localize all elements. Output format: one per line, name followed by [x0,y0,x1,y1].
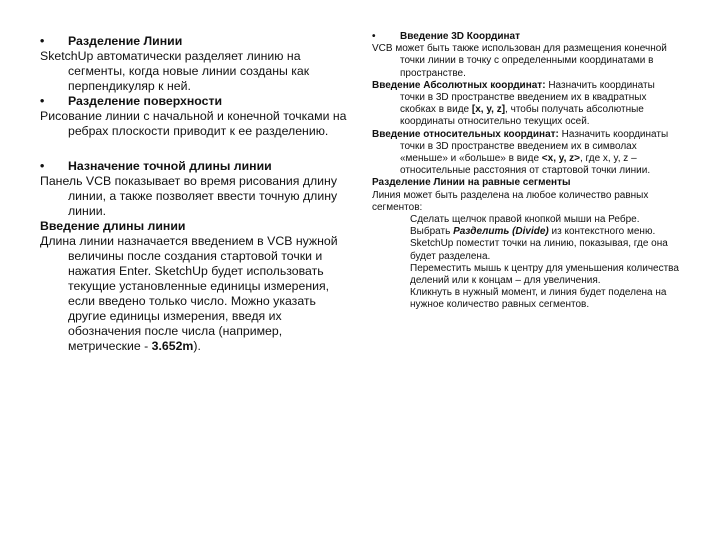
para-absolute-coordinates: Введение Абсолютных координат: Назначить координаты точки в 3D пространстве введением их в квадратных скобках в виде [x, y, z], чтобы получать абсолютные координаты относительно текущих осей. [372,79,655,128]
para-exact-length: Панель VCB показывает во время рисования длину линии, а также позволяет ввести точную длину линии. [40,174,338,218]
para-equal-segments: Линия может быть разделена на любое количество равных сегментов: [372,189,649,213]
para-surface-division: Рисование линии с начальной и конечной точками на ребрах плоскости приводит к ее разделению. [40,109,347,138]
para-line-division: SketchUp автоматически разделяет линию на сегменты, когда новые линии созданы как перпендикуляр к ней. [40,49,310,93]
right-column [372,31,680,312]
heading-line-division: • Разделение Линии [40,34,183,48]
list-item: Выбрать Разделить (Divide) из контекстного меню. [410,226,656,238]
list-item: Кликнуть в нужный момент, и линия будет поделена на нужное количество равных сегментов. [410,287,667,311]
left-column [40,34,355,354]
para-length-entry: Длина линии назначается введением в VCB нужной величины после создания стартовой точки и нажатия Enter. SketchUp будет использовать текущие установленные единицы измерения, если введено только число. Можно указать другие единицы измерения, введя их обозначения после числа (например, метрические - 3.652m). [40,234,338,353]
heading-equal-segments: Разделение Линии на равные сегменты [372,177,571,189]
steps-list [372,214,680,312]
heading-exact-length: • Назначение точной длины линии [40,159,272,173]
heading-surface-division: • Разделение поверхности [40,94,223,108]
para-3d-coordinates: VCB может быть также использован для размещения конечной точки линии в точку с определенными координатами в пространстве. [372,43,667,79]
list-item: Переместить мышь к центру для уменьшения количества делений или к концам – для увеличения. [410,262,679,287]
heading-3d-coordinates: • Введение 3D Координат [372,31,520,42]
heading-length-entry: Введение длины линии [40,219,186,233]
para-relative-coordinates: Введение относительных координат: Назначить координаты точки в 3D пространстве введением их в символах «меньше» и «больше» в виде <x, y, z>, где x, y, z – относительные расстояния от стартовой точки линии. [372,128,669,177]
list-item: Сделать щелчок правой кнопкой мыши на Ребре. [410,214,640,226]
list-item: SketchUp поместит точки на линию, показывая, где она будет разделена. [410,238,668,262]
